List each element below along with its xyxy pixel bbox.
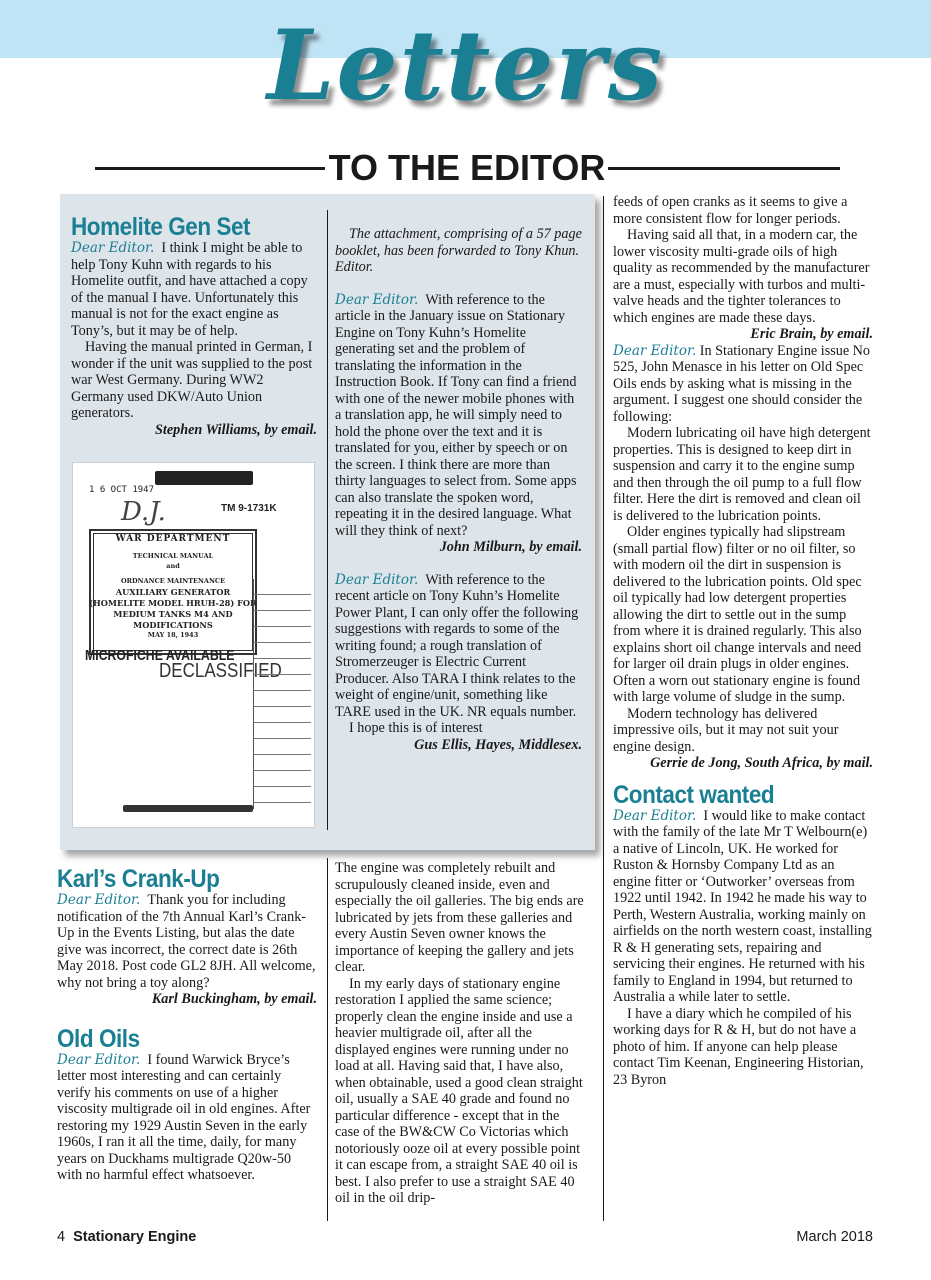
editor-note: The attachment, comprising of a 57 page booklet, has been forwarded to Tony Khun. Editor. <box>335 226 582 275</box>
contact-heading: Contact wanted <box>613 780 775 809</box>
contact-p2: I have a diary which he compiled of his working days for R & H, but do not have a photo of him. If anyone can help please contact Tim Keenan, Engineering Historian, 23 Byron <box>613 1005 864 1088</box>
ellis-dear: Dear Editor. <box>335 571 419 588</box>
contact-dear: Dear Editor. <box>613 807 697 824</box>
oldoils-p1: I found Warwick Bryce’s letter most interesting and can certainly verify his comments on use of a higher viscosity multigrade oil in old engines. After restoring my 1929 Austin Seven in the early 1960s, I ran it all the time, daily, for many years on Duckhams multigrade Q20w-50 with no harmful effect whatsoever. <box>57 1051 311 1183</box>
karl-heading: Karl’s Crank-Up <box>57 865 220 893</box>
dejong-dear: Dear Editor. <box>613 342 697 359</box>
manual-ord: ORDNANCE MAINTENANCE <box>120 577 226 585</box>
right-column <box>613 194 873 1088</box>
column-rule-top <box>327 210 328 830</box>
brain-p2: Having said all that, in a modern car, the lower viscosity multi-grade oils of high quality as recommended by the manufacturer are a must, especially with turbos and multi-valve heads and the tighter tolerances to which engines are made these days. <box>613 227 870 326</box>
brain-sig: Eric Brain, by email. <box>750 326 873 342</box>
manual-tech: TECHNICAL MANUAL <box>132 552 214 560</box>
masthead-subtitle-text: TO THE EDITOR <box>328 147 606 188</box>
manual-scan-image <box>72 462 315 828</box>
manual-may: MAY 18, 1943 <box>147 631 199 639</box>
dejong-sig: Gerrie de Jong, South Africa, by mail. <box>650 755 873 771</box>
oldoils-heading: Old Oils <box>57 1024 140 1053</box>
redaction-bar <box>155 471 253 485</box>
ellis-letter: With reference to the recent article on Tony Kuhn’s Homelite Power Plant, I can only offer the following suggestions with regards to some of the writing found; a rough translation of Stromerzeuger is Electric Current Producer. Also TARA I think relates to the weight of engine/unit, something like TARE used in the UK. NR equals number. <box>335 571 579 720</box>
column-rule-bottom <box>327 858 328 1221</box>
homelite-letter <box>71 214 317 438</box>
masthead-rule-left <box>95 167 325 170</box>
homelite-heading: Homelite Gen Set <box>71 213 251 241</box>
ellis-letter-close: I hope this is of interest <box>349 720 483 736</box>
manual-amp: and <box>166 562 180 570</box>
milburn-sig: John Milburn, by email. <box>439 539 582 555</box>
homelite-p2: Having the manual printed in German, I wonder if the unit was supplied to the post war West Germany. During WW2 Germany used DKW/Auto Union generators. <box>71 339 313 421</box>
manual-date: 1 6 OCT 1947 <box>89 485 155 495</box>
homelite-sig: Stephen Williams, by email. <box>155 421 317 438</box>
manual-routing-stamp <box>253 579 311 809</box>
karl-sig: Karl Buckingham, by email. <box>151 991 317 1007</box>
manual-microfiche: MICROFICHE AVAILABLE <box>85 647 235 664</box>
karl-dear: Dear Editor. <box>57 892 141 908</box>
manual-aux: AUXILIARY GENERATOR (HOMELITE MODEL HRUH-28) FOR MEDIUM TANKS M4 AND MODIFICATIONS <box>89 587 257 630</box>
masthead-rule-right <box>608 167 840 170</box>
footer-date: March 2018 <box>796 1229 873 1245</box>
masthead-letters: Letters <box>267 9 664 122</box>
dejong-p3: In Stationary Engine issue No 525, John Menasce in his letter on Old Spec Oils ends by asking what is missing in the argument. I suggest one should consider the following: <box>613 342 871 425</box>
manual-initials: D.J. <box>121 497 166 527</box>
manual-bottom-redaction <box>123 805 253 812</box>
oldoils-p3: In my early days of stationary engine restoration I applied the same science; properly clean the engine inside and use a heavier multigrade oil, after all the displayed engines were running under no load at all. Having said that, I have also, when obtainable, used a good clean straight oil, usually a SAE 40 grade and found no particular difference - except that in the case of the BW&CW Co Victorias which notoriously ooze oil at every possible point it can escape from, a straight SAE 40 oil is best. I also prefer to use a straight SAE 40 oil in the oil drip- <box>335 975 583 1206</box>
karl-p1: Thank you for including notification of the 7th Annual Karl’s Crank-Up in the Events Listing, but alas the date give was incorrect, the correct date is 26th May 2018. Post code GL2 8JH. All welcome, why not bring a toy along? <box>57 892 316 991</box>
dejong-p4: Modern lubricating oil have high detergent properties. This is designed to keep dirt in suspension and carry it to the engine sump and then through the oil pump to a full flow filter. Here the dirt is removed and clean oil is delivered to the lubrication points. <box>613 425 871 524</box>
left-bottom-letters <box>57 866 317 1184</box>
brain-p1: feeds of open cranks as it seems to give a more consistent flow for longer periods. <box>613 194 848 227</box>
column-rule-right <box>603 196 604 1221</box>
page-number: 4 <box>57 1229 66 1245</box>
oldoils-dear: Dear Editor. <box>57 1051 141 1068</box>
manual-dept: WAR DEPARTMENT <box>115 534 231 544</box>
middle-top-letters <box>335 226 582 753</box>
milburn-letter: With reference to the article in the January issue on Stationary Engine on Tony Kuhn’s Homelite generating set and the problem of translating the information in the Instruction Book. If Tony can find a friend with one of the newer mobile phones with a translation app, he will simply need to hold the phone over the text and it is translated for you, either by speech or on the screen. I think there are more than thirty languages to select from. Some apps can also translate the spoken word, repeating it in the desired language. What will they think of next? <box>335 291 577 539</box>
manual-declassified: DECLASSIFIED <box>159 660 282 682</box>
oldoils-p2: The engine was completely rebuilt and scrupulously cleaned inside, even and especially the oil galleries. The big ends are lubricated by jets from these galleries and every Austin Seven owner knows the importance of keeping the gallery and jets clear. <box>335 860 584 975</box>
dejong-p5: Older engines typically had slipstream (small partial flow) filter or no oil filter, so with modern oil the dirt in suspension is delivered to the lubrication points. Old spec oil typically had low detergent properties allowing the dirt to settle out in the sump from where it is drained regularly. This also explains short oil change intervals and need for larger oil drain plugs in older engines. Often a worn out stationary engine is found with large volume of sludge in the sump. <box>613 524 862 705</box>
homelite-dear: Dear Editor. <box>71 240 155 256</box>
contact-p1: I would like to make contact with the family of the late Mr T Welbourn(e) a native of Lincoln, UK. He worked for Ruston & Hornsby Company Ltd as an engine fitter or ‘Outworker’ overseas from 1922 until 1942. In 1942 he made his way to Perth, Western Australia, working mainly on airfields on the north western coast, installing R & H generating sets, repairing and servicing their engines. He returned with his family to England in 1994, but returned to Australia a while later to settle. <box>613 807 872 1005</box>
middle-bottom-letter <box>335 860 585 1207</box>
masthead-subtitle <box>95 148 840 188</box>
dejong-p6: Modern technology has delivered impressive oils, but it may not suit your engine design. <box>613 705 839 755</box>
homelite-p1: I think I might be able to help Tony Kuhn with regards to his Homelite outfit, and have attached a copy of the manual I have. Unfortunately this manual is not for the exact engine as Tony’s, but it may be of help. <box>71 240 308 339</box>
publication-name: Stationary Engine <box>73 1229 197 1245</box>
milburn-dear: Dear Editor. <box>335 291 419 308</box>
ellis-sig: Gus Ellis, Hayes, Middlesex. <box>414 736 582 753</box>
footer-left <box>57 1228 196 1246</box>
manual-tm-number: TM 9-1731K <box>221 503 277 514</box>
